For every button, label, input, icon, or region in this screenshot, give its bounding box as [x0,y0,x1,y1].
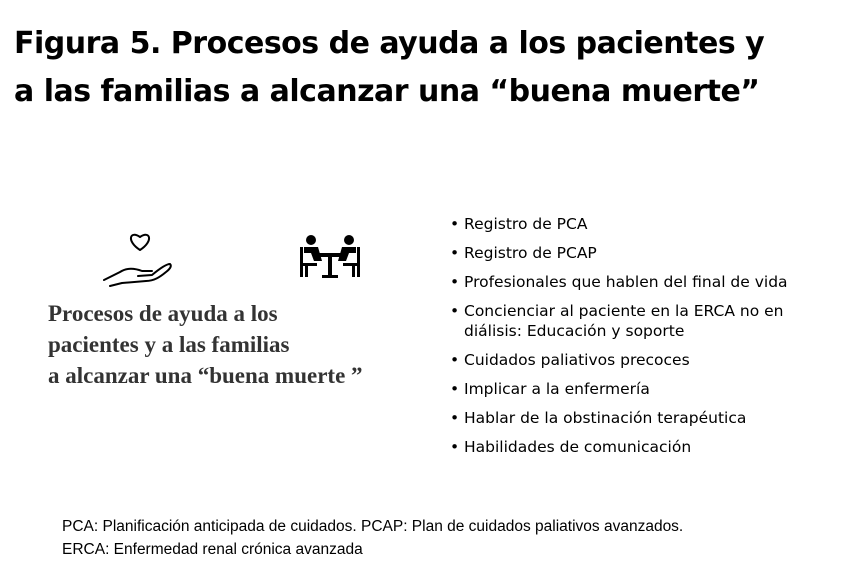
figure-title-line-2: a las familias a alcanzar una “buena muerte” [14,74,760,109]
central-concept-line-3: a alcanzar una “buena muerte ” [48,363,363,388]
footnote [62,515,842,561]
list-item: • Hablar de la obstinación terapéutica [450,408,840,428]
central-concept [48,298,448,391]
footnote-line-2: ERCA: Enfermedad renal crónica avanzada [62,541,363,558]
list-item: • Concienciar al paciente en la ERCA no en diálisis: Educación y soporte [450,301,840,341]
meeting-table-icon [298,234,362,280]
list-item: • Profesionales que hablen del final de vida [450,272,840,292]
process-list [450,214,840,466]
figure-title-line-1: Figura 5. Procesos de ayuda a los pacientes y [14,26,765,61]
list-item: • Habilidades de comunicación [450,437,840,457]
list-item: • Registro de PCAP [450,243,840,263]
list-item: • Cuidados paliativos precoces [450,350,840,370]
list-item: • Implicar a la enfermería [450,379,840,399]
list-item: • Registro de PCA [450,214,840,234]
heart-hand-icon [100,228,176,292]
figure-title [14,20,814,116]
central-concept-line-2: pacientes y a las familias [48,332,290,357]
footnote-line-1: PCA: Planificación anticipada de cuidados. PCAP: Plan de cuidados paliativos avanzados. [62,518,684,535]
central-concept-line-1: Procesos de ayuda a los [48,301,278,326]
